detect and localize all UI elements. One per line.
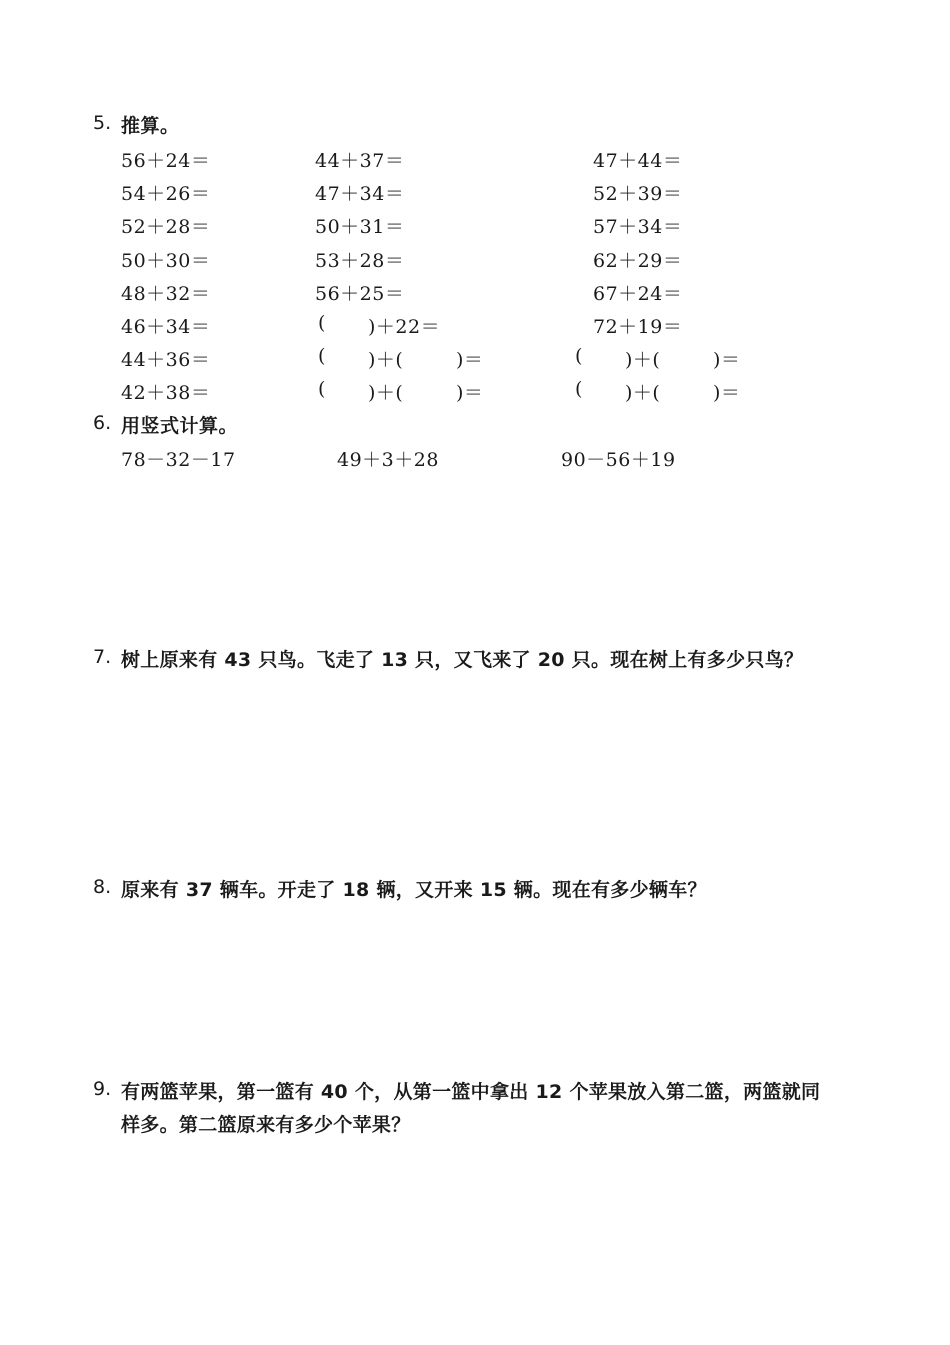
blank-plus: )＋( (368, 382, 404, 404)
q5-number: 5. (93, 112, 112, 134)
q5-col3-item: 57＋34＝ (593, 216, 683, 238)
q5-col2-item: 50＋31＝ (315, 216, 405, 238)
blank-open-paren: ( (318, 312, 326, 334)
blank-open-paren: ( (318, 345, 326, 367)
q5-col1-item: 54＋26＝ (121, 183, 211, 205)
q6-number: 6. (93, 412, 112, 434)
q5-col1-item: 50＋30＝ (121, 250, 211, 272)
q8-number: 8. (93, 876, 112, 898)
q5-title: 推算。 (121, 115, 180, 137)
q5-col1-item: 52＋28＝ (121, 216, 211, 238)
blank-end: )＝ (456, 349, 484, 371)
blank-end: )＝ (713, 349, 741, 371)
q5-col3-item: 62＋29＝ (593, 250, 683, 272)
q8-text: 原来有 37 辆车。开走了 18 辆，又开来 15 辆。现在有多少辆车？ (121, 879, 707, 901)
q5-col3-item: 67＋24＝ (593, 283, 683, 305)
blank-open-paren: ( (575, 378, 583, 400)
q7-number: 7. (93, 646, 112, 668)
blank-plus: )＋( (625, 382, 661, 404)
q5-col3-item: 52＋39＝ (593, 183, 683, 205)
blank-plus: )＋( (368, 349, 404, 371)
q5-col2-item: 47＋34＝ (315, 183, 405, 205)
q5-col2-item: 56＋25＝ (315, 283, 405, 305)
q6-title: 用竖式计算。 (121, 415, 239, 437)
q6-expression: 49＋3＋28 (337, 449, 439, 471)
blank-end: )＝ (713, 382, 741, 404)
q5-col1-item: 42＋38＝ (121, 382, 211, 404)
q9-text-line1: 有两篮苹果，第一篮有 40 个，从第一篮中拿出 12 个苹果放入第二篮，两篮就同 (121, 1081, 821, 1103)
blank-open-paren: ( (575, 345, 583, 367)
q5-col2-blank-expr: )＋22＝ (368, 316, 441, 338)
q9-number: 9. (93, 1078, 112, 1100)
q6-expression: 90－56＋19 (561, 449, 676, 471)
q5-col2-item: 44＋37＝ (315, 150, 405, 172)
blank-end: )＝ (456, 382, 484, 404)
q9-text-line2: 样多。第二篮原来有多少个苹果？ (121, 1114, 411, 1136)
q5-col1-item: 46＋34＝ (121, 316, 211, 338)
q5-col3-item: 72＋19＝ (593, 316, 683, 338)
blank-plus: )＋( (625, 349, 661, 371)
blank-open-paren: ( (318, 378, 326, 400)
q7-text: 树上原来有 43 只鸟。飞走了 13 只，又飞来了 20 只。现在树上有多少只鸟？ (121, 649, 804, 671)
q5-col3-item: 47＋44＝ (593, 150, 683, 172)
q5-col1-item: 44＋36＝ (121, 349, 211, 371)
q5-col2-item: 53＋28＝ (315, 250, 405, 272)
q5-col1-item: 48＋32＝ (121, 283, 211, 305)
q6-expression: 78－32－17 (121, 449, 236, 471)
q5-col1-item: 56＋24＝ (121, 150, 211, 172)
